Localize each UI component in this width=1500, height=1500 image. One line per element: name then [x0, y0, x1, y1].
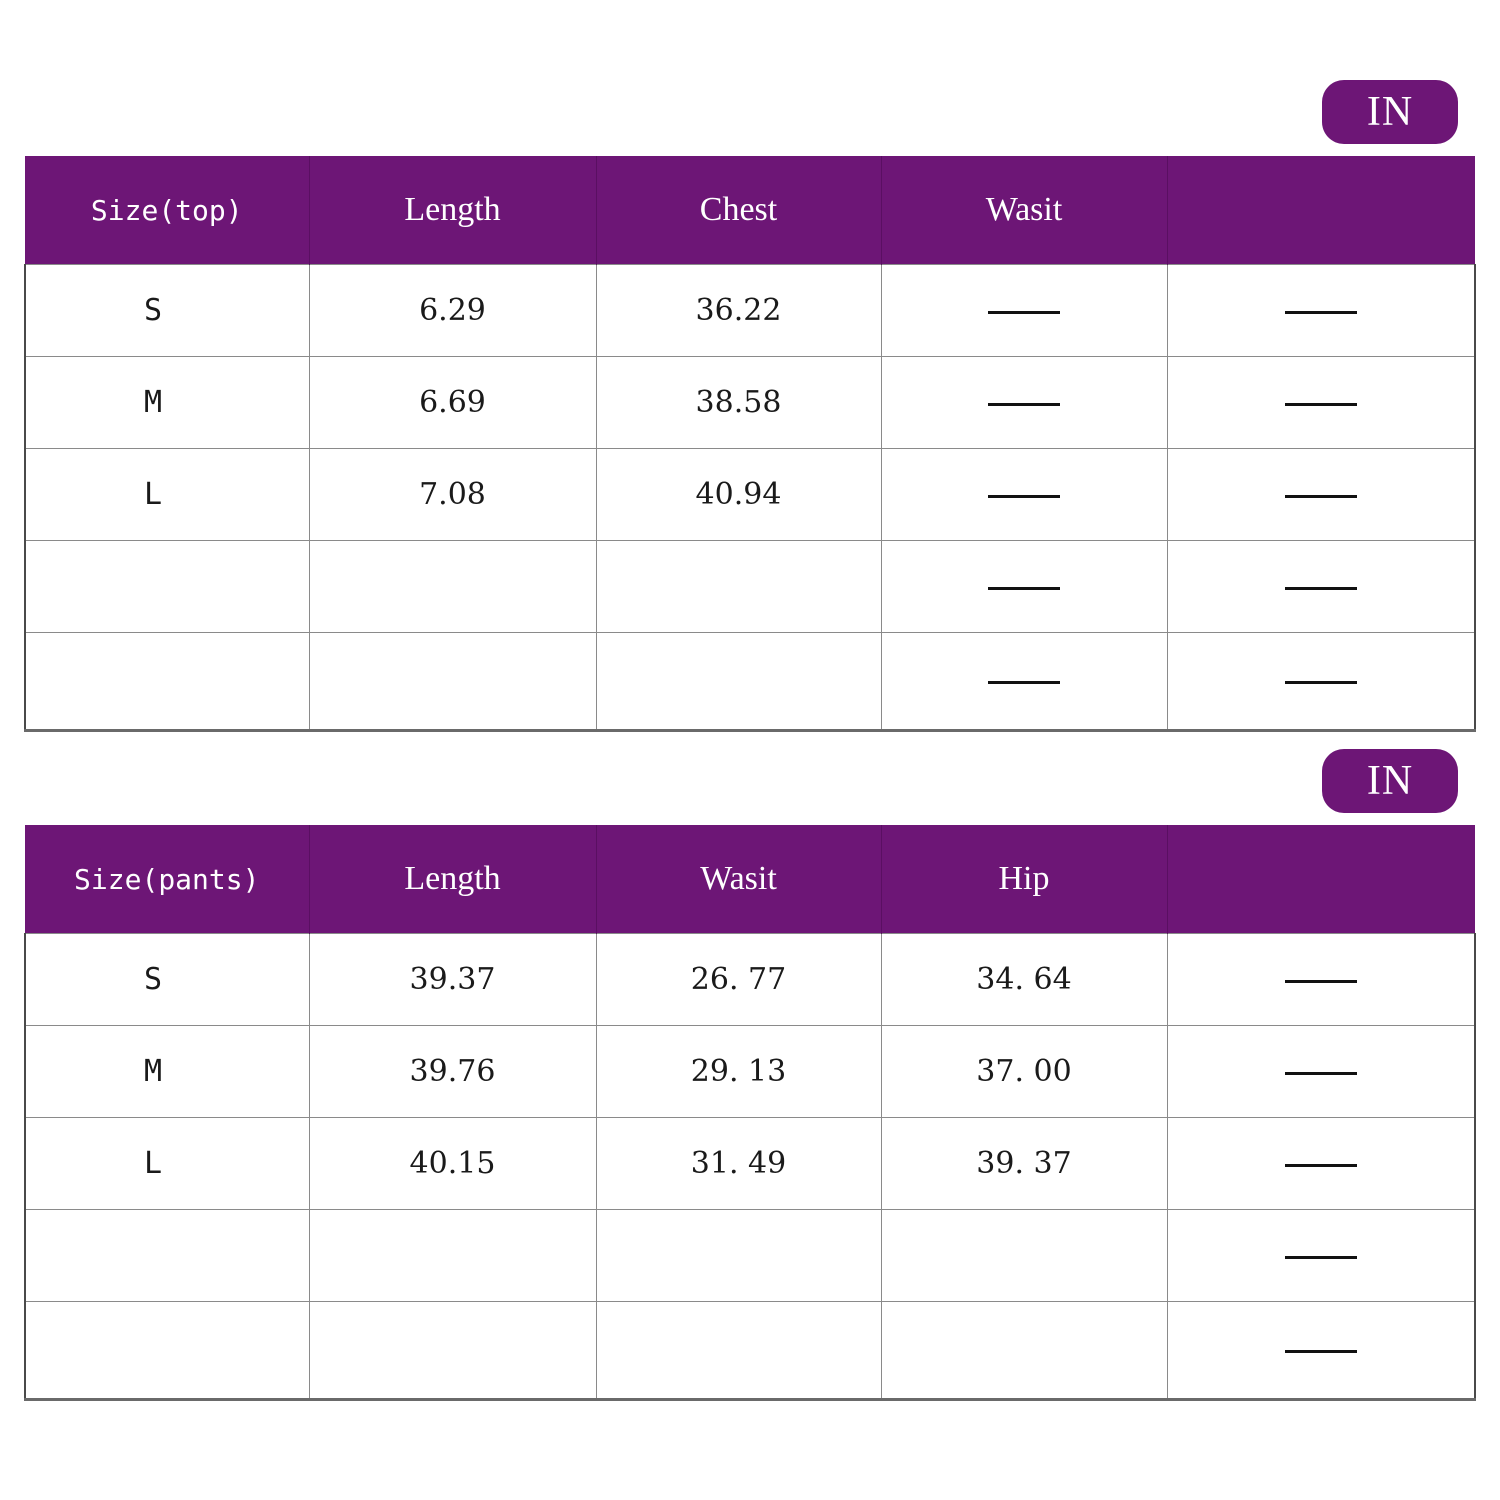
measurement-cell: 34. 64 — [881, 934, 1167, 1026]
unit-badge-top: IN — [1322, 80, 1458, 144]
column-header: Length — [309, 156, 596, 265]
bottom-table-body — [25, 934, 1475, 1400]
table-row — [25, 633, 1475, 731]
measurement-cell — [309, 1302, 596, 1400]
size-cell: M — [25, 357, 309, 449]
dash-cell — [1167, 1302, 1475, 1400]
column-header: Wasit — [596, 825, 881, 934]
dash-mark — [988, 311, 1060, 314]
measurement-cell — [309, 1210, 596, 1302]
header-row — [25, 156, 1475, 265]
measurement-cell: 7.08 — [309, 449, 596, 541]
table-row — [25, 1210, 1475, 1302]
dash-mark — [988, 495, 1060, 498]
dash-mark — [1285, 1256, 1357, 1259]
dash-cell — [881, 449, 1167, 541]
dash-mark — [1285, 1072, 1357, 1075]
table-row — [25, 1302, 1475, 1400]
column-header: Chest — [596, 156, 881, 265]
measurement-cell — [596, 1302, 881, 1400]
dash-mark — [988, 587, 1060, 590]
dash-cell — [1167, 357, 1475, 449]
dash-cell — [1167, 1210, 1475, 1302]
measurement-cell: 36.22 — [596, 265, 881, 357]
measurement-cell: 29. 13 — [596, 1026, 881, 1118]
column-header: Size(top) — [25, 156, 309, 265]
measurement-cell: 40.94 — [596, 449, 881, 541]
size-cell — [25, 1210, 309, 1302]
measurement-cell: 38.58 — [596, 357, 881, 449]
measurement-cell — [596, 633, 881, 731]
table-row — [25, 357, 1475, 449]
bottom-table-header — [25, 825, 1475, 934]
measurement-cell — [596, 541, 881, 633]
measurement-cell: 37. 00 — [881, 1026, 1167, 1118]
measurement-cell — [596, 1210, 881, 1302]
measurement-cell — [881, 1210, 1167, 1302]
measurement-cell: 6.69 — [309, 357, 596, 449]
dash-cell — [1167, 265, 1475, 357]
size-cell — [25, 541, 309, 633]
measurement-cell: 39.76 — [309, 1026, 596, 1118]
size-cell: S — [25, 934, 309, 1026]
measurement-cell — [309, 541, 596, 633]
table-row — [25, 541, 1475, 633]
size-cell: L — [25, 1118, 309, 1210]
column-header: Length — [309, 825, 596, 934]
table-row — [25, 1118, 1475, 1210]
table-row — [25, 1026, 1475, 1118]
unit-badge-bottom: IN — [1322, 749, 1458, 813]
size-cell: L — [25, 449, 309, 541]
dash-mark — [1285, 403, 1357, 406]
measurement-cell: 26. 77 — [596, 934, 881, 1026]
table-row — [25, 449, 1475, 541]
dash-mark — [1285, 311, 1357, 314]
dash-cell — [1167, 449, 1475, 541]
top-table-body — [25, 265, 1475, 731]
dash-cell — [1167, 934, 1475, 1026]
measurement-cell — [881, 1302, 1167, 1400]
column-header: Hip — [881, 825, 1167, 934]
dash-cell — [881, 541, 1167, 633]
top-table-header — [25, 156, 1475, 265]
dash-mark — [1285, 1164, 1357, 1167]
measurement-cell: 39. 37 — [881, 1118, 1167, 1210]
column-header — [1167, 156, 1475, 265]
dash-mark — [988, 403, 1060, 406]
dash-cell — [1167, 633, 1475, 731]
dash-mark — [1285, 980, 1357, 983]
dash-mark — [988, 681, 1060, 684]
size-cell — [25, 1302, 309, 1400]
dash-mark — [1285, 1350, 1357, 1353]
dash-cell — [881, 633, 1167, 731]
size-cell: S — [25, 265, 309, 357]
table-row — [25, 265, 1475, 357]
column-header: Wasit — [881, 156, 1167, 265]
bottom-size-table — [24, 825, 1476, 1401]
measurement-cell: 39.37 — [309, 934, 596, 1026]
table-row — [25, 934, 1475, 1026]
header-row — [25, 825, 1475, 934]
size-cell — [25, 633, 309, 731]
dash-cell — [881, 357, 1167, 449]
measurement-cell — [309, 633, 596, 731]
dash-cell — [1167, 1026, 1475, 1118]
dash-mark — [1285, 587, 1357, 590]
dash-cell — [1167, 541, 1475, 633]
measurement-cell: 31. 49 — [596, 1118, 881, 1210]
dash-cell — [1167, 1118, 1475, 1210]
column-header: Size(pants) — [25, 825, 309, 934]
dash-mark — [1285, 681, 1357, 684]
size-cell: M — [25, 1026, 309, 1118]
dash-mark — [1285, 495, 1357, 498]
dash-cell — [881, 265, 1167, 357]
measurement-cell: 40.15 — [309, 1118, 596, 1210]
measurement-cell: 6.29 — [309, 265, 596, 357]
column-header — [1167, 825, 1475, 934]
top-size-table — [24, 156, 1476, 732]
